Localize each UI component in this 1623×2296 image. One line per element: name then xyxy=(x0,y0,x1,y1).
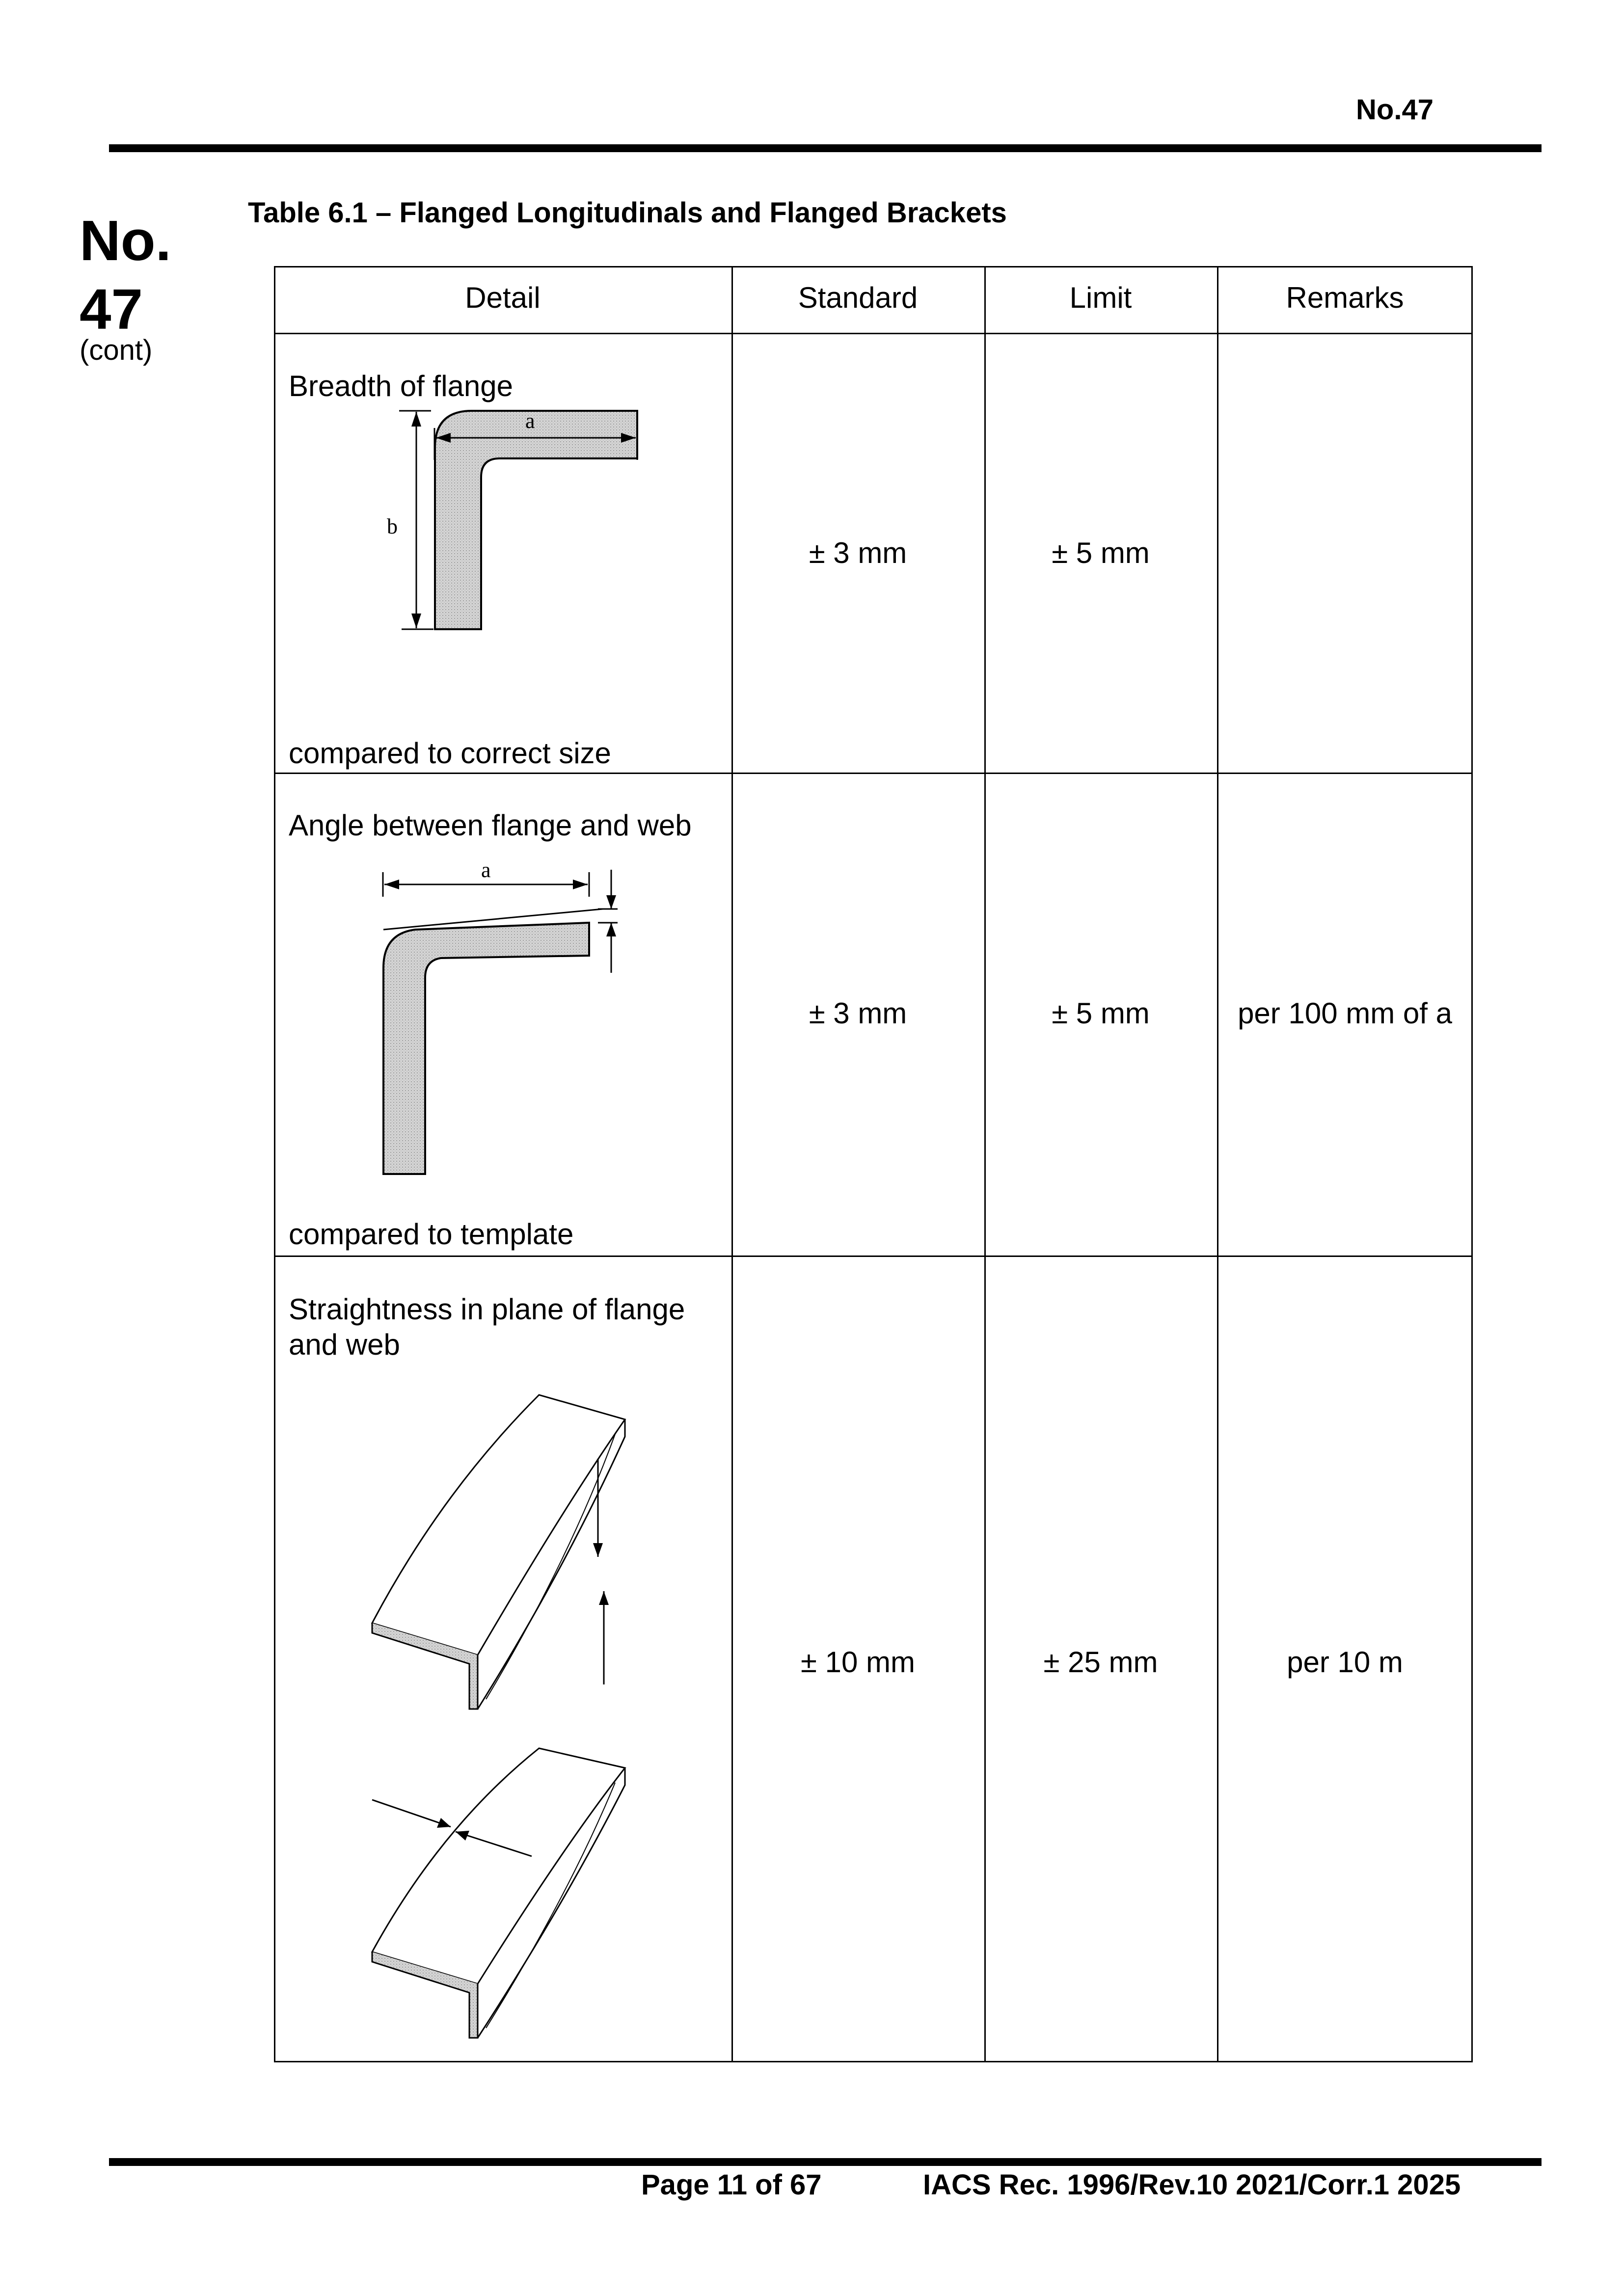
sidebar-continued: (cont) xyxy=(80,334,153,366)
flange-straightness-diagram xyxy=(357,1395,701,2048)
table-row-divider xyxy=(274,773,1473,774)
document-reference: IACS Rec. 1996/Rev.10 2021/Corr.1 2025 xyxy=(923,2169,1461,2201)
row2-remarks: per 100 mm of a xyxy=(1238,997,1452,1030)
row3-detail-title-line2: and web xyxy=(289,1328,400,1361)
row2-detail-title: Angle between flange and web xyxy=(289,809,692,842)
row2-standard: ± 3 mm xyxy=(809,997,907,1030)
row3-standard: ± 10 mm xyxy=(801,1646,915,1679)
column-header-standard: Standard xyxy=(798,281,918,314)
table-border-left xyxy=(274,266,275,2062)
table-col-divider xyxy=(1217,266,1218,2062)
table-row-divider xyxy=(274,333,1473,334)
flange-angle-diagram xyxy=(372,860,676,1189)
dimension-label-b: b xyxy=(387,514,398,538)
sidebar-number xyxy=(80,206,171,344)
row2-limit: ± 5 mm xyxy=(1052,997,1150,1030)
table-border-top xyxy=(274,266,1473,267)
row3-detail-title-line1: Straightness in plane of flange xyxy=(289,1293,685,1326)
table-title: Table 6.1 – Flanged Longitudinals and Flanged Brackets xyxy=(248,197,1007,229)
sidebar-number-line1: No. xyxy=(80,209,171,272)
sidebar-number-line2: 47 xyxy=(80,277,143,341)
column-header-detail: Detail xyxy=(465,281,541,314)
dimension-label-a: a xyxy=(481,858,491,882)
row3-remarks: per 10 m xyxy=(1287,1646,1403,1679)
row3-limit: ± 25 mm xyxy=(1043,1646,1158,1679)
flange-breadth-diagram xyxy=(348,409,701,673)
page-number: Page 11 of 67 xyxy=(641,2169,822,2201)
tolerance-table xyxy=(274,266,1473,2062)
row2-detail-note: compared to template xyxy=(289,1218,574,1251)
row1-detail-note: compared to correct size xyxy=(289,737,611,770)
row1-limit: ± 5 mm xyxy=(1052,536,1150,569)
dimension-label-a: a xyxy=(525,409,535,433)
table-border-bottom xyxy=(274,2061,1473,2062)
column-header-limit: Limit xyxy=(1069,281,1132,314)
table-col-divider xyxy=(731,266,733,2062)
row1-standard: ± 3 mm xyxy=(809,536,907,569)
row3-detail-title xyxy=(289,1292,685,1362)
document-number: No.47 xyxy=(1356,94,1434,126)
row1-detail-title: Breadth of flange xyxy=(289,370,514,402)
table-row-divider xyxy=(274,1255,1473,1257)
table-border-right xyxy=(1471,266,1473,2062)
header-rule xyxy=(109,144,1542,152)
table-col-divider xyxy=(984,266,986,2062)
column-header-remarks: Remarks xyxy=(1286,281,1404,314)
